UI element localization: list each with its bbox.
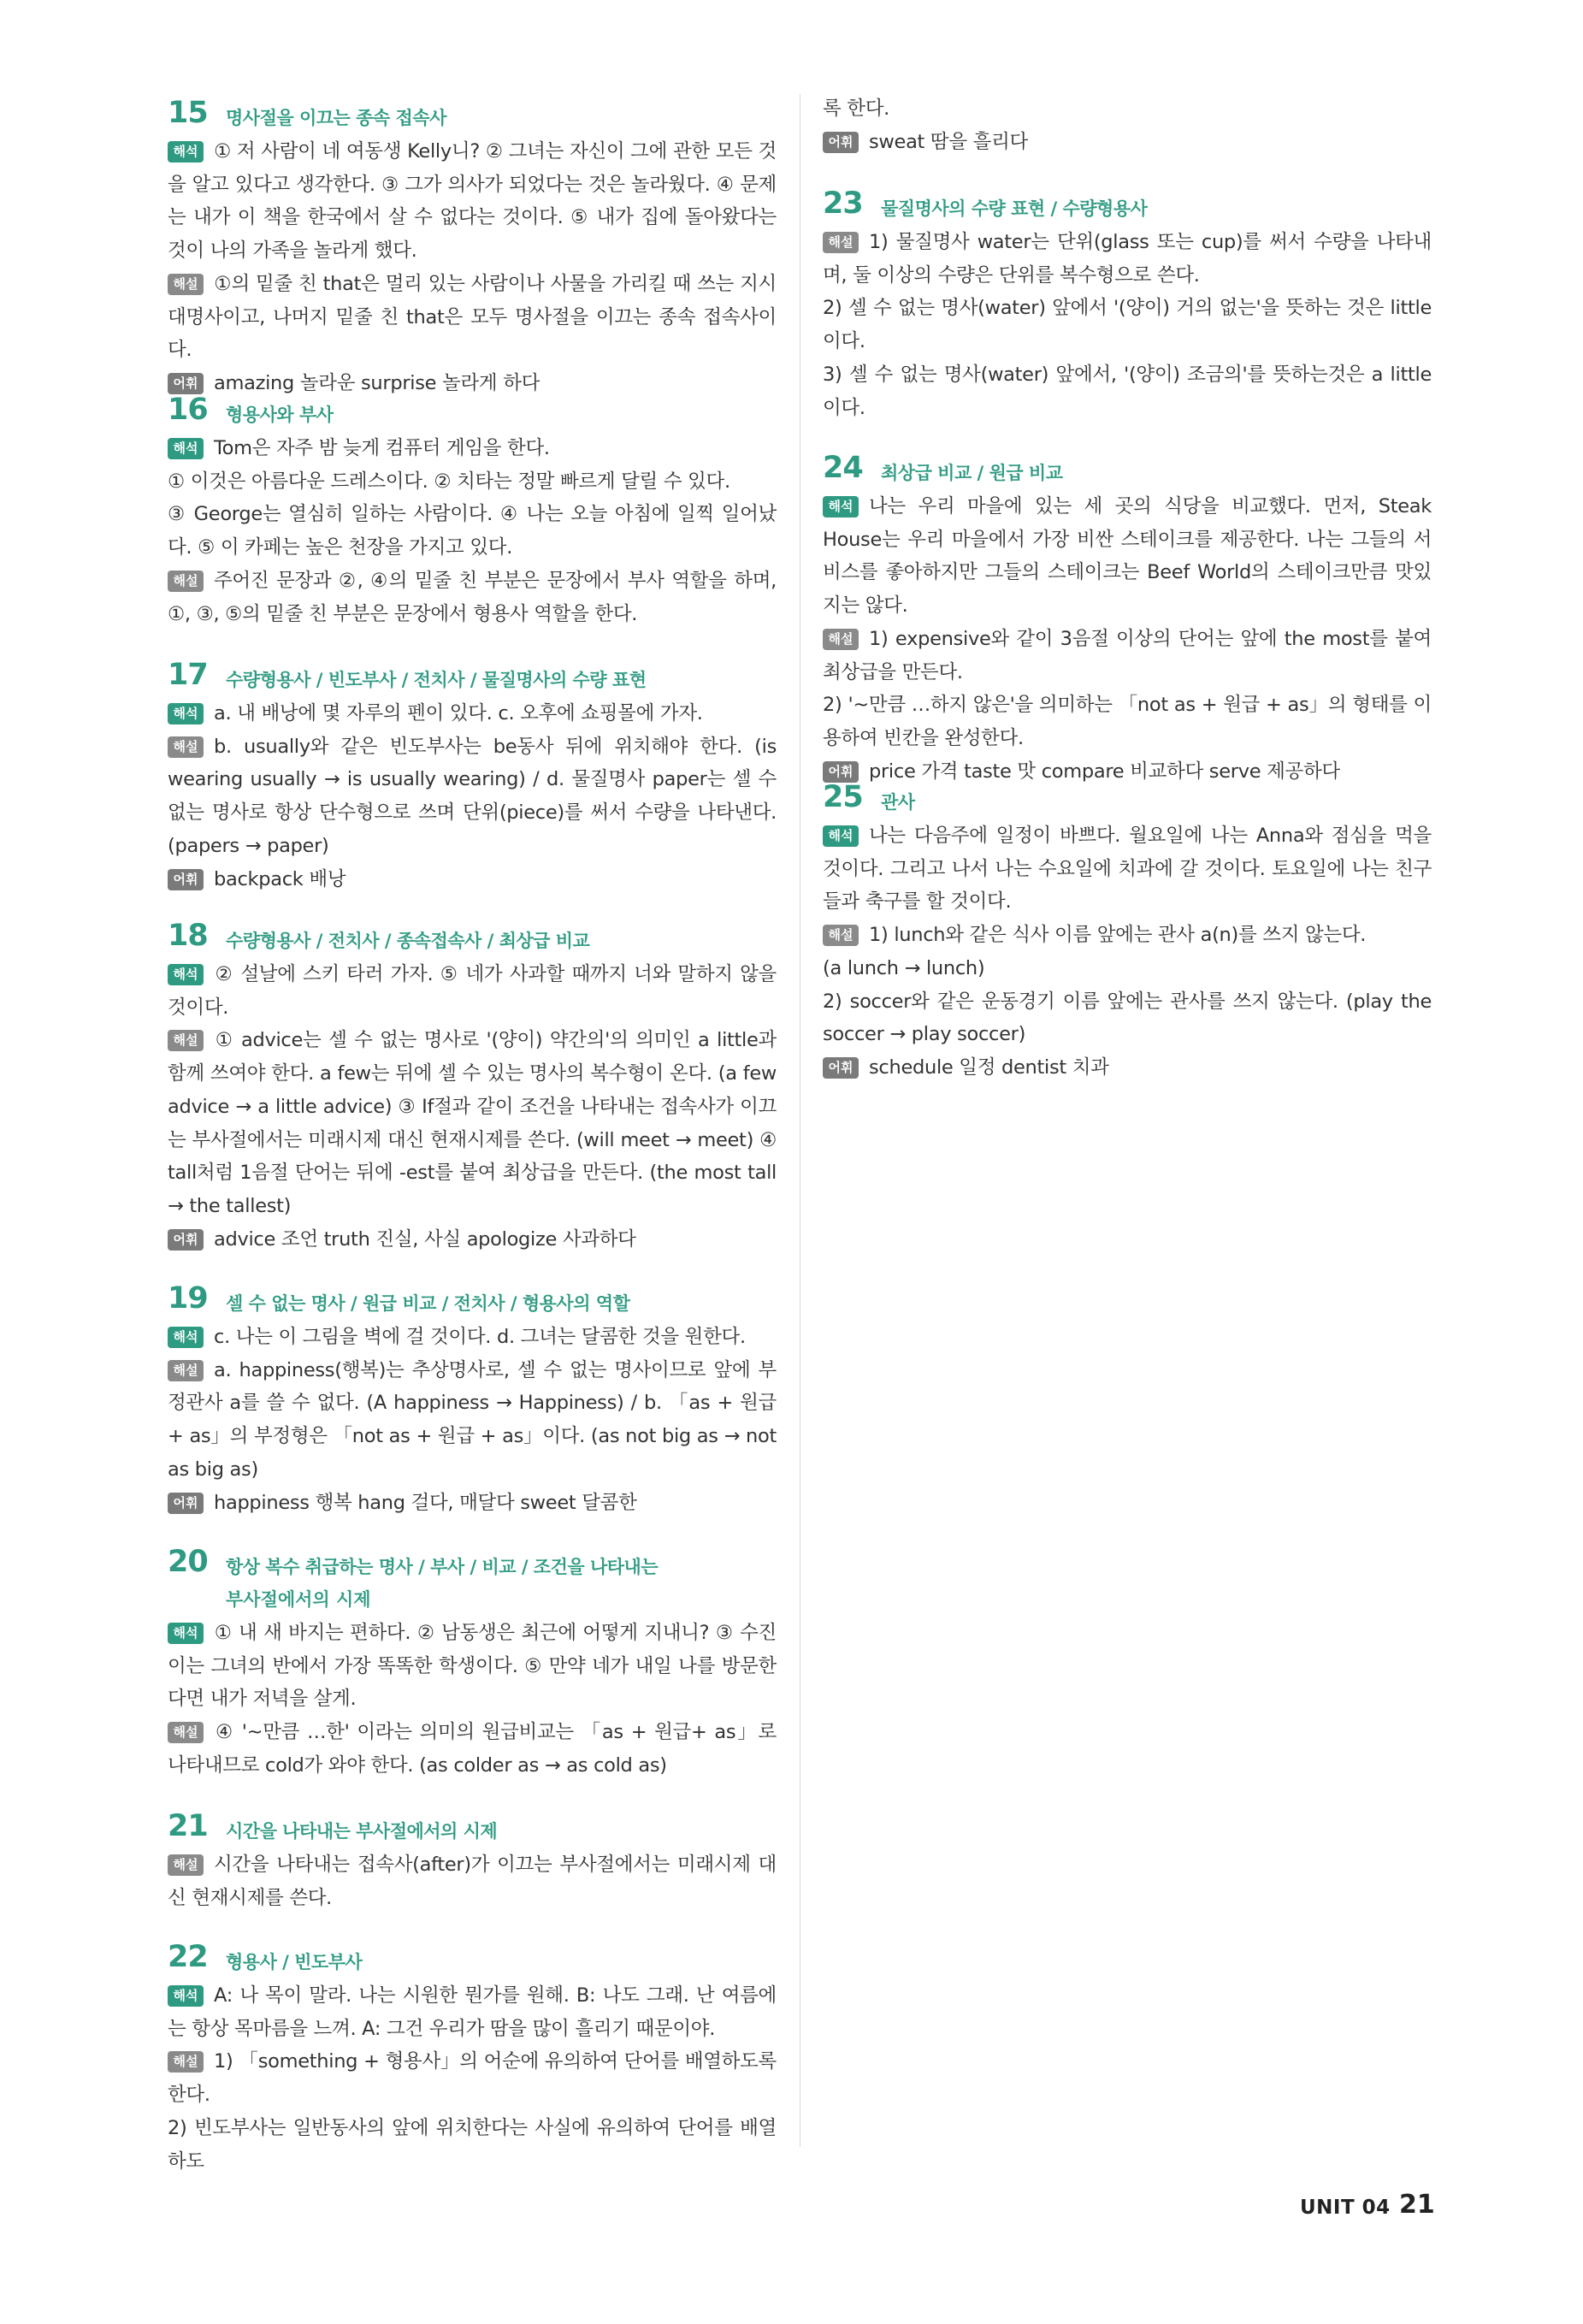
explanation-paragraph bbox=[823, 226, 1432, 292]
section-17 bbox=[168, 658, 777, 896]
section-title: 수량형용사 / 전치사 / 종속접속사 / 최상급 비교 bbox=[226, 931, 590, 951]
explanation-paragraph bbox=[168, 1848, 777, 1914]
section-number: 17 bbox=[168, 658, 208, 692]
section-title: 항상 복수 취급하는 명사 / 부사 / 비교 / 조건을 나타내는 bbox=[226, 1557, 659, 1577]
translation-text: 나는 우리 마을에 있는 세 곳의 식당을 비교했다. 먼저, Steak House는 우리 마을에서 가장 비싼 스테이크를 제공한다. 나는 그들의 서비스를 좋아하지만 그들의 스테이크는 Beef World의 스테이크만큼 맛있지는 않다. bbox=[823, 495, 1432, 618]
section-title: 최상급 비교 / 원급 비교 bbox=[881, 463, 1063, 483]
explanation-paragraph bbox=[168, 2045, 777, 2111]
section-23 bbox=[823, 186, 1432, 424]
translation-text: 나는 다음주에 일정이 바쁘다. 월요일에 나는 Anna와 점심을 먹을 것이다. 그리고 나서 나는 수요일에 치과에 갈 것이다. 토요일에 나는 친구들과 축구를 할 것이다. bbox=[823, 825, 1432, 914]
section-header bbox=[168, 1940, 777, 1979]
section-title: 물질명사의 수량 표현 / 수량형용사 bbox=[881, 198, 1148, 219]
translation-paragraph bbox=[823, 819, 1432, 919]
explanation-tag: 해설 bbox=[168, 1360, 204, 1381]
explanation-tag: 해설 bbox=[168, 1030, 204, 1051]
vocabulary-tag: 어휘 bbox=[168, 1493, 204, 1514]
explanation-text: 1) expensive와 같이 3음절 이상의 단어는 앞에 the most를 붙여 최상급을 만든다. bbox=[823, 627, 1432, 683]
explanation-text: 2) 셀 수 없는 명사(water) 앞에서 '(양이) 거의 없는'을 뜻하는 것은 little이다. bbox=[823, 297, 1432, 353]
vocabulary-paragraph bbox=[168, 1487, 777, 1520]
explanation-paragraph bbox=[168, 1716, 777, 1782]
vocabulary-tag: 어휘 bbox=[823, 761, 859, 783]
section-title: 셀 수 없는 명사 / 원급 비교 / 전치사 / 형용사의 역할 bbox=[226, 1293, 630, 1314]
translation-paragraph bbox=[168, 135, 777, 268]
section-title: 시간을 나타내는 부사절에서의 시제 bbox=[226, 1821, 498, 1842]
section-title: 관사 bbox=[881, 792, 915, 813]
translation-tag: 해석 bbox=[168, 1623, 204, 1644]
unit-label: UNIT 04 bbox=[1300, 2197, 1391, 2219]
explanation-text: 주어진 문장과 ②, ④의 밑줄 친 부분은 문장에서 부사 역할을 하며, ①, ③, ⑤의 밑줄 친 부분은 문장에서 형용사 역할을 한다. bbox=[168, 569, 777, 625]
section-title: 명사절을 이끄는 종속 접속사 bbox=[226, 108, 446, 128]
explanation-tag: 해설 bbox=[168, 1722, 204, 1743]
section-header bbox=[168, 1545, 777, 1617]
translation-tag: 해석 bbox=[168, 1985, 204, 2007]
explanation-text: 1) lunch와 같은 식사 이름 앞에는 관사 a(n)를 쓰지 않는다. bbox=[869, 924, 1367, 947]
translation-paragraph bbox=[168, 1617, 777, 1716]
translation-tag: 해석 bbox=[823, 496, 859, 517]
translation-paragraph bbox=[168, 1321, 777, 1354]
section-number: 25 bbox=[823, 780, 863, 814]
section-18 bbox=[168, 919, 777, 1256]
translation-tag: 해석 bbox=[168, 964, 204, 985]
explanation-paragraph bbox=[823, 919, 1432, 952]
section-title-line2: 부사절에서의 시제 bbox=[226, 1589, 371, 1610]
translation-text: c. 나는 이 그림을 벽에 걸 것이다. d. 그녀는 달콤한 것을 원한다. bbox=[214, 1326, 746, 1348]
explanation-tag: 해설 bbox=[823, 925, 859, 946]
section-number: 22 bbox=[168, 1940, 208, 1974]
translation-paragraph bbox=[168, 432, 777, 465]
explanation-text: 2) '~만큼 …하지 않은'을 의미하는 「not as + 원급 + as」의 형태를 이용하여 빈칸을 완성한다. bbox=[823, 694, 1432, 749]
section-24 bbox=[823, 451, 1432, 788]
translation-paragraph bbox=[168, 697, 777, 730]
section-number: 19 bbox=[168, 1281, 208, 1316]
translation-tag: 해석 bbox=[168, 1327, 204, 1348]
example-sentences: ① 이것은 아름다운 드레스이다. ② 치타는 정말 빠르게 달릴 수 있다. bbox=[168, 470, 730, 493]
section-header bbox=[168, 1281, 777, 1321]
section-20 bbox=[168, 1545, 777, 1783]
explanation-text: ④ '~만큼 …한' 이라는 의미의 원급비교는 「as + 원급+ as」로 나타내므로 cold가 와야 한다. (as colder as → as cold as) bbox=[168, 1721, 777, 1777]
vocabulary-text: schedule 일정 dentist 치과 bbox=[869, 1056, 1109, 1079]
translation-text: Tom은 자주 밤 늦게 컴퓨터 게임을 한다. bbox=[214, 437, 550, 459]
section-title: 수량형용사 / 빈도부사 / 전치사 / 물질명사의 수량 표현 bbox=[226, 670, 647, 690]
vocabulary-tag: 어휘 bbox=[168, 869, 204, 890]
explanation-tag: 해설 bbox=[168, 571, 204, 592]
section-header bbox=[168, 96, 777, 135]
section-number: 16 bbox=[168, 393, 208, 427]
section-title: 형용사와 부사 bbox=[226, 405, 334, 425]
translation-tag: 해석 bbox=[168, 141, 204, 163]
explanation-paragraph bbox=[168, 565, 777, 630]
explanation-text: 시간을 나타내는 접속사(after)가 이끄는 부사절에서는 미래시제 대신 현재시제를 쓴다. bbox=[168, 1854, 777, 1909]
section-header bbox=[823, 451, 1432, 490]
explanation-text: ①의 밑줄 친 that은 멀리 있는 사람이나 사물을 가리킬 때 쓰는 지시대명사이고, 나머지 밑줄 친 that은 모두 명사절을 이끄는 종속 접속사이다. bbox=[168, 272, 777, 362]
translation-tag: 해석 bbox=[168, 438, 204, 459]
translation-text: ① 저 사람이 네 여동생 Kelly니? ② 그녀는 자신이 그에 관한 모든 것을 알고 있다고 생각한다. ③ 그가 의사가 되었다는 것은 놀라웠다. ④ 문제는 내가 이 책을 한국에서 살 수 없다는 것이다. ⑤ 내가 집에 돌아왔다는 것이 나의 가족을 놀라게 했다. bbox=[168, 140, 777, 263]
explanation-text: 2) soccer와 같은 운동경기 이름 앞에는 관사를 쓰지 않는다. (play the soccer → play soccer) bbox=[823, 990, 1432, 1046]
explanation-text: b. usually와 같은 빈도부사는 be동사 뒤에 위치해야 한다. (is wearing usually → is usually wearing) / d. 물질명사 paper는 셀 수 없는 명사로 항상 단수형으로 쓰며 단위(piece)를 써서 수량을 나타낸다. (papers → paper) bbox=[168, 735, 777, 857]
explanation-paragraph bbox=[168, 1024, 777, 1222]
translation-paragraph bbox=[823, 490, 1432, 623]
explanation-paragraph bbox=[823, 623, 1432, 689]
vocabulary-tag: 어휘 bbox=[823, 1057, 859, 1079]
translation-text: a. 내 배낭에 몇 자루의 펜이 있다. c. 오후에 쇼핑몰에 가자. bbox=[214, 702, 703, 724]
explanation-text: 2) 빈도부사는 일반동사의 앞에 위치한다는 사실에 유의하여 단어를 배열하도 bbox=[168, 2116, 777, 2173]
section-19 bbox=[168, 1281, 777, 1519]
explanation-text: 록 한다. bbox=[823, 98, 890, 120]
section-21 bbox=[168, 1809, 777, 1914]
section-header bbox=[168, 658, 777, 697]
vocabulary-paragraph bbox=[823, 126, 1432, 159]
vocabulary-text: amazing 놀라운 surprise 놀라게 하다 bbox=[214, 371, 540, 394]
section-number: 23 bbox=[823, 186, 863, 221]
page-number: 21 bbox=[1399, 2190, 1435, 2220]
section-header bbox=[823, 780, 1432, 819]
section-header bbox=[168, 919, 777, 958]
explanation-text: ① advice는 셀 수 없는 명사로 '(양이) 약간의'의 의미인 a little과 함께 쓰여야 한다. a few는 뒤에 셀 수 있는 명사의 복수형이 온다. (a few advice → a little advice) ③ If절과 같이 조건을 나타내는 접속사가 이끄는 부사절에서는 미래시제 대신 현재시제를 쓴다. (will meet → meet) ④ tall처럼 1음절 단어는 뒤에 -est를 붙여 최상급을 만든다. (the most tall → the tallest) bbox=[168, 1029, 777, 1217]
vocabulary-paragraph bbox=[168, 1223, 777, 1257]
section-number: 24 bbox=[823, 451, 863, 485]
translation-tag: 해석 bbox=[168, 703, 204, 724]
explanation-text: 3) 셀 수 없는 명사(water) 앞에서, '(양이) 조금의'를 뜻하는것은 a little이다. bbox=[823, 363, 1432, 419]
section-22-continued bbox=[823, 92, 1432, 158]
section-22 bbox=[168, 1940, 777, 2178]
explanation-tag: 해설 bbox=[168, 2051, 204, 2073]
explanation-text: 1) 물질명사 water는 단위(glass 또는 cup)를 써서 수량을 나타내며, 둘 이상의 수량은 단위를 복수형으로 쓴다. bbox=[823, 231, 1432, 287]
translation-text: ② 설날에 스키 타러 가자. ⑤ 네가 사과할 때까지 너와 말하지 않을 것이다. bbox=[168, 963, 777, 1019]
explanation-tag: 해설 bbox=[168, 274, 204, 295]
section-title: 형용사 / 빈도부사 bbox=[226, 1952, 363, 1972]
vocabulary-text: happiness 행복 hang 걸다, 매달다 sweet 달콤한 bbox=[214, 1491, 637, 1514]
translation-tag: 해석 bbox=[823, 825, 859, 847]
vocabulary-text: backpack 배낭 bbox=[214, 867, 346, 890]
section-16 bbox=[168, 393, 777, 630]
explanation-tag: 해설 bbox=[168, 736, 204, 758]
section-header bbox=[823, 186, 1432, 226]
section-15 bbox=[168, 96, 777, 400]
explanation-text: (a lunch → lunch) bbox=[823, 956, 985, 979]
vocabulary-paragraph bbox=[168, 863, 777, 896]
explanation-tag: 해설 bbox=[823, 232, 859, 253]
vocabulary-tag: 어휘 bbox=[168, 373, 204, 394]
translation-paragraph bbox=[168, 1979, 777, 2045]
translation-text: ① 내 새 바지는 편하다. ② 남동생은 최근에 어떻게 지내니? ③ 수진이는 그녀의 반에서 가장 똑똑한 학생이다. ⑤ 만약 네가 내일 나를 방문한다면 내가 저녁을 살게. bbox=[168, 1622, 777, 1711]
explanation-text: a. happiness(행복)는 추상명사로, 셀 수 없는 명사이므로 앞에 부정관사 a를 쓸 수 없다. (A happiness → Happiness) / b. 「as + 원급 + as」의 부정형은 「not as + 원급 + as」이다. (as not big as → not as big as) bbox=[168, 1358, 777, 1481]
section-25 bbox=[823, 780, 1432, 1085]
vocabulary-text: sweat 땀을 흘리다 bbox=[869, 130, 1028, 153]
section-header bbox=[168, 1809, 777, 1848]
example-sentences: ③ George는 열심히 일하는 사람이다. ④ 나는 오늘 아침에 일찍 일어났다. ⑤ 이 카페는 높은 천장을 가지고 있다. bbox=[168, 503, 777, 559]
vocabulary-paragraph bbox=[823, 1051, 1432, 1085]
explanation-paragraph bbox=[168, 268, 777, 367]
explanation-text: 1) 「something + 형용사」의 어순에 유의하여 단어를 배열하도록 한다. bbox=[168, 2050, 777, 2107]
explanation-tag: 해설 bbox=[823, 629, 859, 650]
vocabulary-text: advice 조언 truth 진실, 사실 apologize 사과하다 bbox=[214, 1227, 636, 1251]
explanation-paragraph bbox=[168, 730, 777, 863]
translation-text: A: 나 목이 말라. 나는 시원한 뭔가를 원해. B: 나도 그래. 난 여름에는 항상 목마름을 느껴. A: 그건 우리가 땀을 많이 흘리기 때문이야. bbox=[168, 1984, 777, 2040]
section-number: 21 bbox=[168, 1809, 208, 1843]
translation-paragraph bbox=[168, 958, 777, 1024]
vocabulary-text: price 가격 taste 맛 compare 비교하다 serve 제공하다 bbox=[869, 760, 1340, 783]
section-number: 18 bbox=[168, 919, 208, 953]
section-header bbox=[168, 393, 777, 432]
section-number: 15 bbox=[168, 96, 208, 130]
vocabulary-tag: 어휘 bbox=[168, 1229, 204, 1251]
section-number: 20 bbox=[168, 1545, 208, 1579]
explanation-paragraph bbox=[168, 1354, 777, 1487]
vocabulary-tag: 어휘 bbox=[823, 132, 859, 153]
explanation-tag: 해설 bbox=[168, 1854, 204, 1876]
